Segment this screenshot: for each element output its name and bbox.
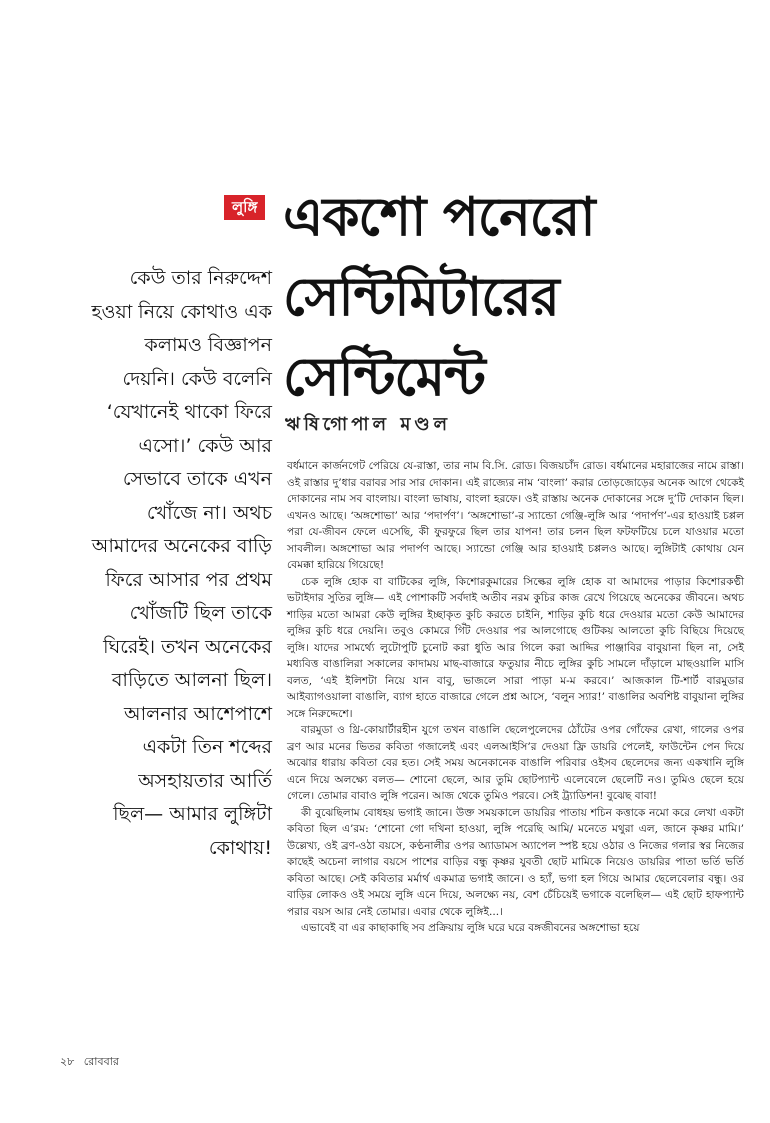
pull-quote-line: ছিল— আমার লুঙ্গিটা xyxy=(113,803,272,825)
pull-quote-line: কেউ তার নিরুদ্দেশ xyxy=(129,267,272,289)
body-paragraph: বারমুডা ও থ্রি-কোয়ার্টারহীন যুগে তখন বাঙালি ছেলেপুলেদের ঠোঁটের ওপর গোঁফের রেখা, গালের ওপর ব্রণ আর মনের ভিতর কবিতা গজালেই এবং এলআইসি’র দেওয়া ফ্রি ডায়রি পেলেই, ফাউন্টেন পেন দিয়ে অঝোর ধারায় কবিতা বের হত। সেই সময় অনেকানেক বাঙালি পরিবার ওইসব ছেলেদের জন্য একখানি লুঙ্গি এনে দিয়ে অলক্ষ্যে বলত— শোনো ছেলে, আর তুমি ছোটপ্যান্ট এলেবেলে ছেলেটি নও। তুমিও ছেলে হয়ে গেলে। তোমার বাবাও লুঙ্গি পরেন। আজ থেকে তুমিও পরবে। সেই ট্র্যাডিশন! বুঝেছ বাবা! xyxy=(287,724,744,802)
article-body xyxy=(287,458,744,937)
pull-quote-line: বাড়িতে আলনা ছিল। xyxy=(111,669,272,691)
body-paragraph: বর্ধমানে কার্জনগেট পেরিয়ে যে-রাস্তা, তার নাম বি.সি. রোড। বিজয়চাঁদ রোড। বর্ধমানের মহারাজের নামে রাস্তা। ওই রাস্তার দু’ধার বরাবর সার সার দোকান। এই রাজ্যের নাম ‘বাংলা’ করার তোড়জোড়ের অনেক আগে থেকেই দোকানের নাম সব বাংলায়। বাংলা ভাষায়, বাংলা হরফে। ওই রাস্তায় অনেক দোকানের সঙ্গে দু’টি দোকান ছিল। এখনও আছে। ‘অঙ্গশোভা’ আর ‘পদার্পণ’। ‘অঙ্গশোভা’-র স্যান্ডো গেঞ্জি-লুঙ্গি আর ‘পদার্পণ’-এর হাওয়াই চপ্পল পরা যে-জীবন ফেলে এসেছি, কী ফুরফুরে ছিল তার যাপন! তার চলন ছিল ফটফটিয়ে চলে যাওয়ার মতো সাবলীল। অঙ্গশোভা আর পদার্পণ আছে। স্যান্ডো গেঞ্জি আর হাওয়াই চপ্পলও আছে। লুঙ্গিটাই কোথায় যেন বেমক্কা হারিয়ে গিয়েছে! xyxy=(287,460,744,571)
pull-quote-line: কোথায়! xyxy=(208,836,272,859)
pull-quote-line: খোঁজটি ছিল তাকে xyxy=(129,602,272,624)
pull-quote-line: হওয়া নিয়ে কোথাও এক xyxy=(91,300,272,323)
page-number: ২৮ xyxy=(60,1055,75,1068)
pull-quote-line: আলনার আশেপাশে xyxy=(124,702,272,725)
pull-quote-line: ‘যেখানেই থাকো ফিরে xyxy=(106,401,272,423)
page-footer xyxy=(60,1053,125,1072)
pull-quote-line: খোঁজে না। অথচ xyxy=(146,501,272,524)
headline-line-2: সেন্টিমিটারের xyxy=(283,267,559,328)
headline xyxy=(283,178,753,418)
pull-quote-line: সেভাবে তাকে এখন xyxy=(122,468,272,490)
pull-quote-line: দেয়নি। কেউ বলেনি xyxy=(122,367,272,390)
headline-line-3: সেন্টিমেন্ট xyxy=(283,347,485,408)
pull-quote-line: আমাদের অনেকের বাড়ি xyxy=(91,535,272,557)
publication-name: রোববার xyxy=(83,1055,119,1068)
author-byline: ঋষিগোপাল মণ্ডল xyxy=(285,414,451,435)
pull-quote-line: ঘিরেই। তখন অনেকের xyxy=(103,635,272,658)
body-paragraph: কী বুঝেছিলাম বোধহয় ভগাই জানে। উক্ত সময়কালে ডায়রির পাতায় শচিন কত্তাকে নমো করে লেখা একটা কবিতা ছিল এ’রম: ‘শোনো গো দখিনা হাওয়া, লুঙ্গি পরেছি আমি/ মনেতে মথুরা এল, জানে কৃষ্ণর মামি।’ উল্লেখ্য, ওই ব্রণ-ওঠা বয়সে, কণ্ঠনালীর ওপর অ্যাডামস অ্যাপেল স্পষ্ট হয়ে ওঠার ও নিজের গলার স্বর নিজের কাছেই অচেনা লাগার বয়সে পাশের বাড়ির বন্ধু কৃষ্ণর যুবতী ছোট মামিকে নিয়েও ডায়রির পাতা ভর্তি ভর্তি কবিতা আছে। সেই কবিতার মর্মার্থ একমাত্র ভগাই জানে। ও হ্যাঁ, ভগা হল গিয়ে আমার ছেলেবেলার বন্ধু। ওর বাড়ির লোকও ওই সময়ে লুঙ্গি এনে দিয়ে, অলক্ষ্যে নয়, বেশ চেঁচিয়েই ভগাকে বলেছিল— এই ছোট হাফপ্যান্ট পরার বয়স আর নেই তোমার। এবার থেকে লুঙ্গিই...। xyxy=(287,806,744,918)
pull-quote-line: ফিরে আসার পর প্রথম xyxy=(105,568,272,591)
body-paragraph: চেক লুঙ্গি হোক বা বাটিকের লুঙ্গি, কিশোরকুমারের সিল্কের লুঙ্গি হোক বা আমাদের পাড়ার কিশোরকণ্ঠী ভটাইদার সুতির লুঙ্গি— এই পোশাকটি সর্বদাই অতীব নরম কুচির কাজ রেখে গিয়েছে অনেকের জীবনে। অথচ শাড়ির মতো আমরা কেউ লুঙ্গির ইচ্ছাকৃত কুচি করতে চাইনি, শাড়ির কুচি ধরে দেওয়ার মতো কেউ আমাদের লুঙ্গির কুচি ধরে দেয়নি। তবুও কোমরে গিঁট দেওয়ার পর আলগোছে গুটিকয় আলতো কুচি বিছিয়ে দিয়েছে লুঙ্গি। যাদের সামর্থ্যে লুটোপুটি চুনোট করা ধুতি আর গিলে করা আদ্দির পাঞ্জাবির বাবুয়ানা ছিল না, সেই মধ্যবিত্ত বাঙালিরা সকালের কাদাময় মাছ-বাজারে ফতুয়ার নীচে লুঙ্গির কুচি সামলে দাঁড়ালে মাছওয়ালি মাসি বলত, ‘এই ইলিশটা নিয়ে যান বাবু, ভাজলে সারা পাড়া ম-ম করবে।’ আজকাল টি-শার্ট বারমুডার আইব্যাগওয়ালা বাঙালি, ব্যাগ হাতে বাজারে গেলে প্রশ্ন আসে, ‘বলুন স্যার!’ বাঙালির অবশিষ্ট বাবুয়ানা লুঙ্গির সঙ্গে নিরুদ্দেশে। xyxy=(287,575,744,720)
section-tag: লুঙ্গি xyxy=(224,195,265,220)
pull-quote-line: এসো।’ কেউ আর xyxy=(138,434,272,457)
pull-quote-line: একটা তিন শব্দের xyxy=(142,736,272,758)
pull-quote xyxy=(44,262,272,865)
pull-quote-line: কলামও বিজ্ঞাপন xyxy=(144,334,272,356)
pull-quote-line: অসহায়তার আর্তি xyxy=(138,769,272,792)
body-paragraph: এভাবেই বা এর কাছাকাছি সব প্রক্রিয়ায় লুঙ্গি ঘরে ঘরে বঙ্গজীবনের অঙ্গশোভা হয়ে xyxy=(301,922,640,934)
headline-line-1: একশো পনেরো xyxy=(283,187,595,248)
